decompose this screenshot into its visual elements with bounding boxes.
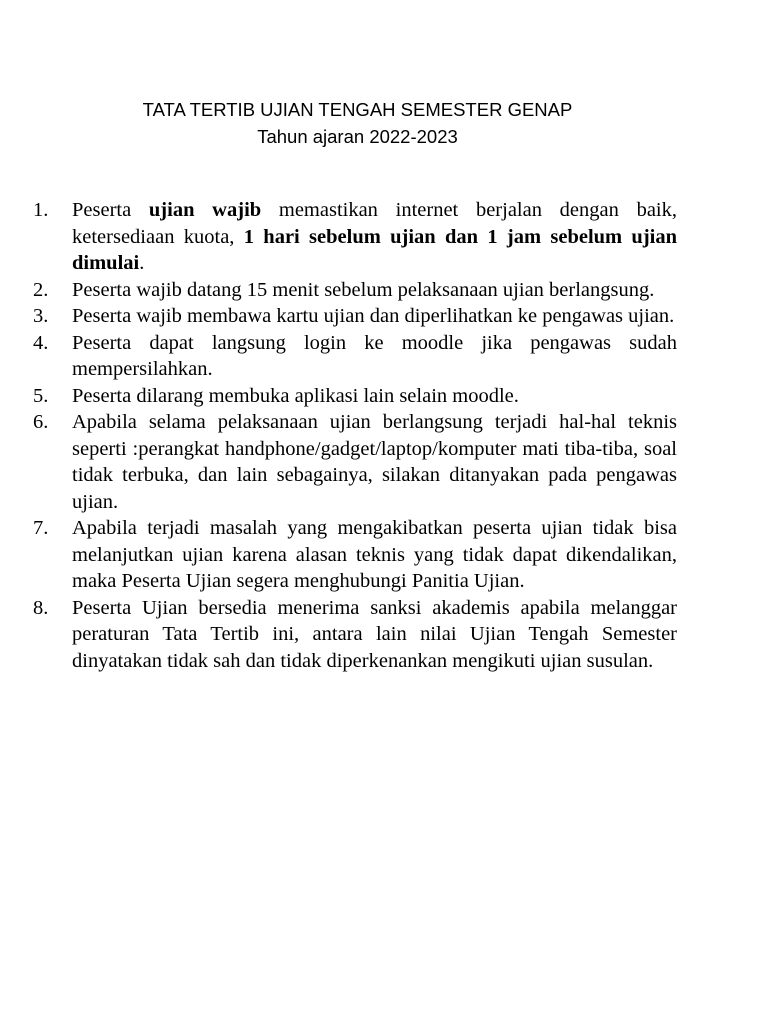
rule-item (33, 277, 677, 304)
rule-text-bold: ujian wajib (148, 199, 262, 221)
rule-number: 7. (33, 517, 49, 539)
rule-text-segment: memastikan internet berjalan dengan baik, ketersediaan kuota, (72, 199, 677, 248)
rule-text-segment: Peserta (72, 199, 149, 221)
rule-text (72, 332, 677, 381)
rule-item (33, 330, 677, 383)
rules-list (33, 197, 677, 674)
rule-text-segment: Peserta wajib datang 15 menit sebelum pelaksanaan ujian berlangsung. (72, 278, 655, 301)
rule-text (72, 411, 677, 513)
rule-number: 4. (33, 331, 49, 354)
rule-text-segment: Peserta Ujian bersedia menerima sanksi akademis apabila melanggar peraturan Tata Tertib ini, antara lain nilai Ujian Tengah Semester dinyatakan tidak sah dan tidak diperkenankan mengikuti ujian susulan. (72, 596, 677, 672)
rule-text (72, 199, 677, 274)
rule-number: 2. (33, 278, 49, 301)
rule-text (72, 385, 519, 407)
document-subtitle: Tahun ajaran 2022-2023 (257, 126, 458, 147)
rule-text (72, 517, 677, 592)
rule-text (72, 305, 674, 327)
rule-text-segment: Peserta wajib membawa kartu ujian dan diperlihatkan ke pengawas ujian. (72, 305, 675, 327)
rule-number: 1. (33, 199, 49, 221)
rule-number: 3. (33, 305, 49, 327)
rule-text-segment: Apabila terjadi masalah yang mengakibatkan peserta ujian tidak bisa melanjutkan ujian karena alasan teknis yang tidak dapat dikendalikan, maka Peserta Ujian segera menghubungi Panitia Ujian. (72, 517, 677, 592)
rule-number: 6. (33, 411, 49, 433)
rule-text-segment: . (139, 252, 145, 274)
rule-text (72, 597, 677, 672)
document-header (0, 96, 715, 150)
rule-item (33, 383, 677, 410)
rule-number: 8. (33, 596, 49, 619)
rule-item (33, 515, 677, 595)
rule-item (33, 409, 677, 515)
rule-text-segment: Apabila selama pelaksanaan ujian berlangsung terjadi hal-hal teknis seperti :perangkat handphone/gadget/laptop/komputer mati tiba-tiba, soal tidak terbuka, dan lain sebagainya, silakan ditanyakan pada pengawas ujian. (72, 411, 677, 513)
rule-item (33, 303, 677, 330)
rule-text-segment: Peserta dilarang membuka aplikasi lain selain moodle. (72, 384, 519, 407)
rule-text (72, 279, 654, 301)
rule-text-bold: 1 hari sebelum ujian dan 1 jam sebelum ujian dimulai (72, 225, 677, 274)
rule-number: 5. (33, 384, 49, 407)
rule-text-segment: Peserta dapat langsung login ke moodle jika pengawas sudah mempersilahkan. (72, 331, 677, 380)
rule-item (33, 197, 677, 277)
document-title: TATA TERTIB UJIAN TENGAH SEMESTER GENAP (142, 99, 573, 120)
rule-item (33, 595, 677, 675)
